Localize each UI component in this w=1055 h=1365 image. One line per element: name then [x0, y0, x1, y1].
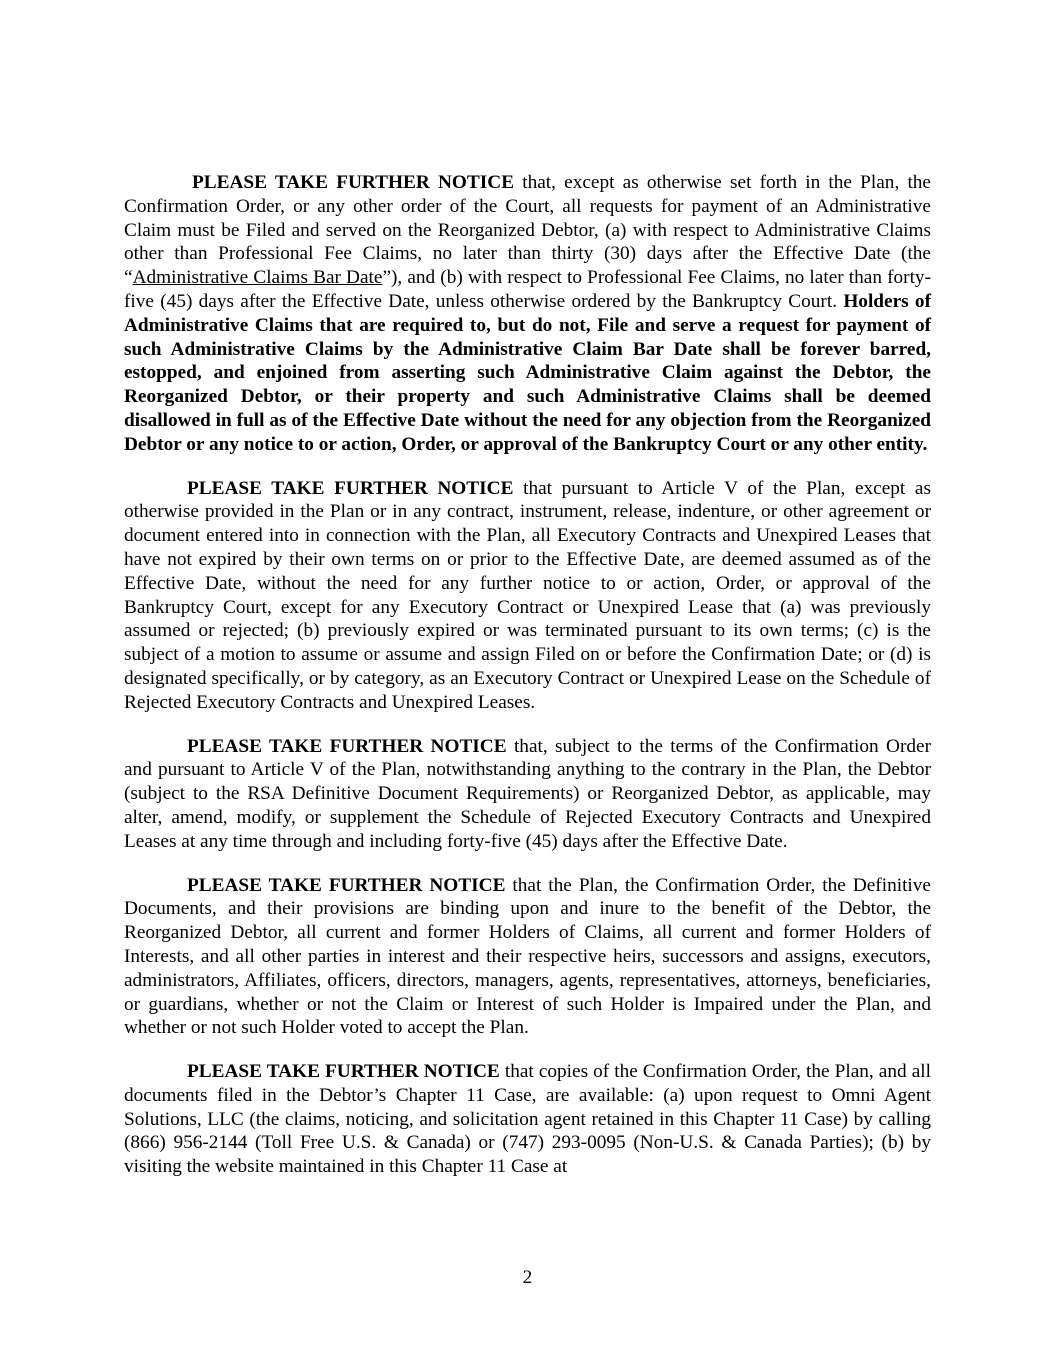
paragraph-schedule-amendment [124, 735, 931, 854]
document-body [124, 171, 931, 1179]
paragraph-document-availability [124, 1060, 931, 1179]
bold-warning-text: Holders of Administrative Claims that are required to, but do not, File and serve a request for payment of such Administrative Claims by the Administrative Claim Bar Date shall be forever barred, estopped, and enjoined from asserting such Administrative Claim against the Debtor, the Reorganized Debtor, or their property and such Administrative Claims shall be deemed disallowed in full as of the Effective Date without the need for any objection from the Reorganized Debtor or any notice to or action, Order, or approval of the Bankruptcy Court or any other entity. [124, 290, 931, 455]
paragraph-lead: PLEASE TAKE FURTHER NOTICE [187, 735, 507, 757]
defined-term: Administrative Claims Bar Date [132, 267, 383, 289]
paragraph-text: that, except as otherwise set forth in the Plan, the Confirmation Order, or any other order of the Court, all requests for payment of an Administrative Claim must be Filed and served on the Reorganized Debtor, (a) with respect to Administrative Claims other than Professional Fee Claims, no later than thirty (30) days after the Effective Date (the “ [124, 172, 931, 289]
page-number: 2 [522, 1267, 533, 1288]
paragraph-lead: PLEASE TAKE FURTHER NOTICE [187, 874, 506, 896]
paragraph-administrative-claims [124, 171, 931, 457]
paragraph-binding-effect [124, 874, 931, 1041]
paragraph-lead: PLEASE TAKE FURTHER NOTICE [192, 172, 515, 193]
paragraph-text: ”), and (b) with respect to Professional Fee Claims, no later than forty-five (45) days after the Effective Date, unless otherwise ordered by the Bankruptcy Court. [124, 267, 931, 312]
paragraph-text: that pursuant to Article V of the Plan, except as otherwise provided in the Plan or in any contract, instrument, release, indenture, or other agreement or document entered into in connection with the Plan, all Executory Contracts and Unexpired Leases that have not expired by their own terms on or prior to the Effective Date, are deemed assumed as of the Effective Date, without the need for any further notice to or action, Order, or approval of the Bankruptcy Court, except for any Executory Contract or Unexpired Lease that (a) was previously assumed or rejected; (b) previously expired or was terminated pursuant to its own terms; (c) is the subject of a motion to assume or assume and assign Filed on or before the Confirmation Date; or (d) is designated specifically, or by category, as an Executory Contract or Unexpired Lease on the Schedule of Rejected Executory Contracts and Unexpired Leases. [124, 477, 931, 713]
paragraph-text: that copies of the Confirmation Order, the Plan, and all documents filed in the Debtor’s Chapter 11 Case, are available: (a) upon request to Omni Agent Solutions, LLC (the claims, noticing, and solicitation agent retained in this Chapter 11 Case) by calling (866) 956-2144 (Toll Free U.S. & Canada) or (747) 293-0095 (Non-U.S. & Canada Parties); (b) by visiting the website maintained in this Chapter 11 Case at [124, 1061, 931, 1178]
paragraph-lead: PLEASE TAKE FURTHER NOTICE [187, 1061, 500, 1083]
paragraph-lead: PLEASE TAKE FURTHER NOTICE [187, 477, 514, 499]
paragraph-executory-contracts [124, 477, 931, 715]
paragraph-text: that the Plan, the Confirmation Order, the Definitive Documents, and their provisions are binding upon and inure to the benefit of the Debtor, the Reorganized Debtor, all current and former Holders of Claims, all current and former Holders of Interests, and all other parties in interest and their respective heirs, successors and assigns, executors, administrators, Affiliates, officers, directors, managers, agents, representatives, attorneys, beneficiaries, or guardians, whether or not the Claim or Interest of such Holder is Impaired under the Plan, and whether or not such Holder voted to accept the Plan. [124, 874, 931, 1039]
paragraph-text: that, subject to the terms of the Confirmation Order and pursuant to Article V of the Plan, notwithstanding anything to the contrary in the Plan, the Debtor (subject to the RSA Definitive Document Requirements) or Reorganized Debtor, as applicable, may alter, amend, modify, or supplement the Schedule of Rejected Executory Contracts and Unexpired Leases at any time through and including forty-five (45) days after the Effective Date. [124, 735, 931, 852]
